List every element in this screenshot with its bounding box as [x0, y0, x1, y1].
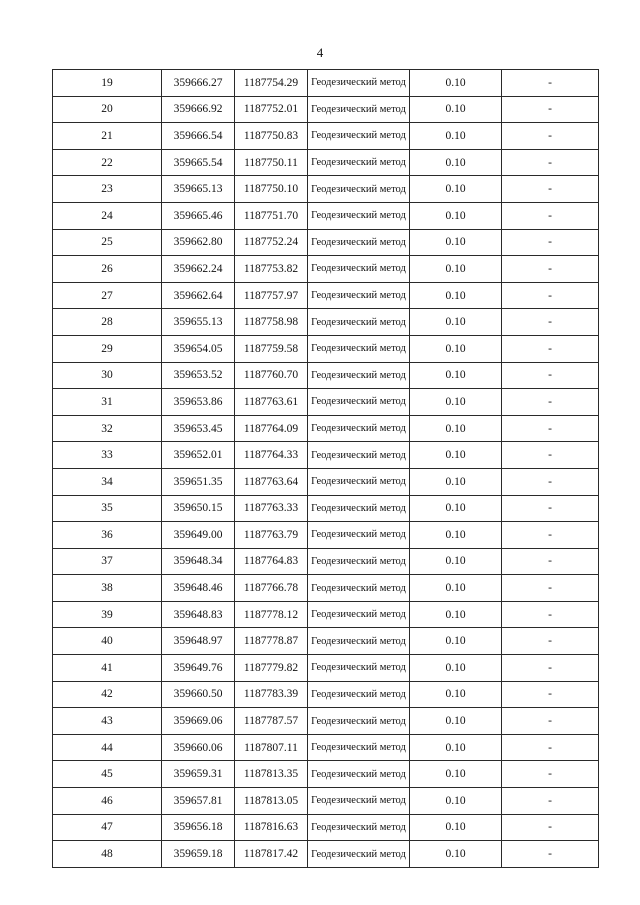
x-coordinate-cell: 359666.92	[162, 96, 235, 123]
point-number-cell: 47	[53, 814, 162, 841]
x-coordinate-cell: 359669.06	[162, 708, 235, 735]
point-number-cell: 45	[53, 761, 162, 788]
method-cell: Геодезический метод	[308, 335, 410, 362]
table-row	[53, 548, 599, 575]
accuracy-cell: 0.10	[410, 681, 502, 708]
note-cell: -	[502, 628, 599, 655]
table-row	[53, 309, 599, 336]
y-coordinate-cell: 1187753.82	[235, 256, 308, 283]
accuracy-cell: 0.10	[410, 282, 502, 309]
x-coordinate-cell: 359651.35	[162, 468, 235, 495]
point-number-cell: 22	[53, 149, 162, 176]
point-number-cell: 24	[53, 202, 162, 229]
accuracy-cell: 0.10	[410, 761, 502, 788]
note-cell: -	[502, 788, 599, 815]
method-cell: Геодезический метод	[308, 229, 410, 256]
x-coordinate-cell: 359653.45	[162, 415, 235, 442]
table-row	[53, 788, 599, 815]
x-coordinate-cell: 359650.15	[162, 495, 235, 522]
method-cell: Геодезический метод	[308, 309, 410, 336]
method-cell: Геодезический метод	[308, 681, 410, 708]
x-coordinate-cell: 359653.52	[162, 362, 235, 389]
point-number-cell: 44	[53, 734, 162, 761]
table-row	[53, 176, 599, 203]
table-row	[53, 708, 599, 735]
point-number-cell: 33	[53, 442, 162, 469]
x-coordinate-cell: 359648.34	[162, 548, 235, 575]
point-number-cell: 31	[53, 389, 162, 416]
method-cell: Геодезический метод	[308, 389, 410, 416]
x-coordinate-cell: 359648.97	[162, 628, 235, 655]
accuracy-cell: 0.10	[410, 442, 502, 469]
note-cell: -	[502, 362, 599, 389]
accuracy-cell: 0.10	[410, 389, 502, 416]
y-coordinate-cell: 1187757.97	[235, 282, 308, 309]
y-coordinate-cell: 1187778.12	[235, 601, 308, 628]
method-cell: Геодезический метод	[308, 788, 410, 815]
point-number-cell: 27	[53, 282, 162, 309]
accuracy-cell: 0.10	[410, 468, 502, 495]
point-number-cell: 25	[53, 229, 162, 256]
accuracy-cell: 0.10	[410, 548, 502, 575]
method-cell: Геодезический метод	[308, 575, 410, 602]
x-coordinate-cell: 359657.81	[162, 788, 235, 815]
method-cell: Геодезический метод	[308, 655, 410, 682]
table-row	[53, 575, 599, 602]
accuracy-cell: 0.10	[410, 814, 502, 841]
method-cell: Геодезический метод	[308, 468, 410, 495]
point-number-cell: 48	[53, 841, 162, 868]
note-cell: -	[502, 761, 599, 788]
note-cell: -	[502, 601, 599, 628]
method-cell: Геодезический метод	[308, 522, 410, 549]
table-row	[53, 256, 599, 283]
point-number-cell: 28	[53, 309, 162, 336]
note-cell: -	[502, 123, 599, 150]
point-number-cell: 30	[53, 362, 162, 389]
y-coordinate-cell: 1187763.64	[235, 468, 308, 495]
table-row	[53, 681, 599, 708]
y-coordinate-cell: 1187763.61	[235, 389, 308, 416]
note-cell: -	[502, 522, 599, 549]
point-number-cell: 29	[53, 335, 162, 362]
accuracy-cell: 0.10	[410, 96, 502, 123]
point-number-cell: 46	[53, 788, 162, 815]
accuracy-cell: 0.10	[410, 256, 502, 283]
method-cell: Геодезический метод	[308, 814, 410, 841]
x-coordinate-cell: 359665.46	[162, 202, 235, 229]
point-number-cell: 38	[53, 575, 162, 602]
x-coordinate-cell: 359656.18	[162, 814, 235, 841]
y-coordinate-cell: 1187807.11	[235, 734, 308, 761]
note-cell: -	[502, 734, 599, 761]
method-cell: Геодезический метод	[308, 734, 410, 761]
table-row	[53, 415, 599, 442]
y-coordinate-cell: 1187752.24	[235, 229, 308, 256]
y-coordinate-cell: 1187813.05	[235, 788, 308, 815]
accuracy-cell: 0.10	[410, 362, 502, 389]
accuracy-cell: 0.10	[410, 655, 502, 682]
table-row	[53, 841, 599, 868]
table-row	[53, 282, 599, 309]
y-coordinate-cell: 1187750.83	[235, 123, 308, 150]
table-row	[53, 202, 599, 229]
method-cell: Геодезический метод	[308, 123, 410, 150]
table-row	[53, 362, 599, 389]
y-coordinate-cell: 1187779.82	[235, 655, 308, 682]
method-cell: Геодезический метод	[308, 96, 410, 123]
table-row	[53, 229, 599, 256]
coordinates-table	[52, 69, 599, 868]
note-cell: -	[502, 176, 599, 203]
accuracy-cell: 0.10	[410, 495, 502, 522]
note-cell: -	[502, 708, 599, 735]
x-coordinate-cell: 359659.18	[162, 841, 235, 868]
y-coordinate-cell: 1187764.33	[235, 442, 308, 469]
note-cell: -	[502, 335, 599, 362]
page-number: 4	[316, 45, 324, 60]
note-cell: -	[502, 149, 599, 176]
note-cell: -	[502, 282, 599, 309]
accuracy-cell: 0.10	[410, 149, 502, 176]
y-coordinate-cell: 1187760.70	[235, 362, 308, 389]
table-row	[53, 761, 599, 788]
point-number-cell: 36	[53, 522, 162, 549]
accuracy-cell: 0.10	[410, 575, 502, 602]
method-cell: Геодезический метод	[308, 415, 410, 442]
method-cell: Геодезический метод	[308, 841, 410, 868]
x-coordinate-cell: 359649.76	[162, 655, 235, 682]
point-number-cell: 23	[53, 176, 162, 203]
point-number-cell: 40	[53, 628, 162, 655]
note-cell: -	[502, 309, 599, 336]
note-cell: -	[502, 96, 599, 123]
note-cell: -	[502, 415, 599, 442]
note-cell: -	[502, 468, 599, 495]
table-row	[53, 442, 599, 469]
y-coordinate-cell: 1187754.29	[235, 70, 308, 97]
accuracy-cell: 0.10	[410, 415, 502, 442]
x-coordinate-cell: 359649.00	[162, 522, 235, 549]
method-cell: Геодезический метод	[308, 708, 410, 735]
x-coordinate-cell: 359666.54	[162, 123, 235, 150]
accuracy-cell: 0.10	[410, 335, 502, 362]
y-coordinate-cell: 1187751.70	[235, 202, 308, 229]
y-coordinate-cell: 1187787.57	[235, 708, 308, 735]
y-coordinate-cell: 1187750.11	[235, 149, 308, 176]
note-cell: -	[502, 814, 599, 841]
accuracy-cell: 0.10	[410, 788, 502, 815]
method-cell: Геодезический метод	[308, 70, 410, 97]
accuracy-cell: 0.10	[410, 734, 502, 761]
accuracy-cell: 0.10	[410, 841, 502, 868]
accuracy-cell: 0.10	[410, 229, 502, 256]
table-row	[53, 335, 599, 362]
x-coordinate-cell: 359648.83	[162, 601, 235, 628]
method-cell: Геодезический метод	[308, 149, 410, 176]
table-row	[53, 123, 599, 150]
note-cell: -	[502, 229, 599, 256]
method-cell: Геодезический метод	[308, 495, 410, 522]
note-cell: -	[502, 442, 599, 469]
accuracy-cell: 0.10	[410, 522, 502, 549]
point-number-cell: 19	[53, 70, 162, 97]
note-cell: -	[502, 841, 599, 868]
y-coordinate-cell: 1187752.01	[235, 96, 308, 123]
method-cell: Геодезический метод	[308, 362, 410, 389]
x-coordinate-cell: 359665.13	[162, 176, 235, 203]
y-coordinate-cell: 1187783.39	[235, 681, 308, 708]
note-cell: -	[502, 681, 599, 708]
x-coordinate-cell: 359662.64	[162, 282, 235, 309]
method-cell: Геодезический метод	[308, 202, 410, 229]
table-row	[53, 814, 599, 841]
method-cell: Геодезический метод	[308, 761, 410, 788]
x-coordinate-cell: 359662.24	[162, 256, 235, 283]
y-coordinate-cell: 1187813.35	[235, 761, 308, 788]
table-row	[53, 601, 599, 628]
y-coordinate-cell: 1187763.79	[235, 522, 308, 549]
table-row	[53, 522, 599, 549]
note-cell: -	[502, 495, 599, 522]
x-coordinate-cell: 359655.13	[162, 309, 235, 336]
accuracy-cell: 0.10	[410, 70, 502, 97]
y-coordinate-cell: 1187763.33	[235, 495, 308, 522]
x-coordinate-cell: 359665.54	[162, 149, 235, 176]
note-cell: -	[502, 70, 599, 97]
method-cell: Геодезический метод	[308, 601, 410, 628]
note-cell: -	[502, 655, 599, 682]
x-coordinate-cell: 359666.27	[162, 70, 235, 97]
accuracy-cell: 0.10	[410, 628, 502, 655]
point-number-cell: 20	[53, 96, 162, 123]
accuracy-cell: 0.10	[410, 601, 502, 628]
method-cell: Геодезический метод	[308, 256, 410, 283]
note-cell: -	[502, 389, 599, 416]
note-cell: -	[502, 575, 599, 602]
y-coordinate-cell: 1187766.78	[235, 575, 308, 602]
table-row	[53, 149, 599, 176]
y-coordinate-cell: 1187764.83	[235, 548, 308, 575]
table-row	[53, 734, 599, 761]
coordinates-table-body	[53, 70, 599, 868]
accuracy-cell: 0.10	[410, 202, 502, 229]
accuracy-cell: 0.10	[410, 309, 502, 336]
y-coordinate-cell: 1187778.87	[235, 628, 308, 655]
table-row	[53, 389, 599, 416]
point-number-cell: 39	[53, 601, 162, 628]
method-cell: Геодезический метод	[308, 442, 410, 469]
y-coordinate-cell: 1187759.58	[235, 335, 308, 362]
method-cell: Геодезический метод	[308, 282, 410, 309]
y-coordinate-cell: 1187817.42	[235, 841, 308, 868]
note-cell: -	[502, 548, 599, 575]
y-coordinate-cell: 1187816.63	[235, 814, 308, 841]
point-number-cell: 26	[53, 256, 162, 283]
point-number-cell: 21	[53, 123, 162, 150]
x-coordinate-cell: 359660.06	[162, 734, 235, 761]
accuracy-cell: 0.10	[410, 708, 502, 735]
table-row	[53, 655, 599, 682]
point-number-cell: 37	[53, 548, 162, 575]
point-number-cell: 42	[53, 681, 162, 708]
x-coordinate-cell: 359648.46	[162, 575, 235, 602]
y-coordinate-cell: 1187764.09	[235, 415, 308, 442]
table-row	[53, 70, 599, 97]
table-row	[53, 495, 599, 522]
point-number-cell: 34	[53, 468, 162, 495]
table-row	[53, 96, 599, 123]
x-coordinate-cell: 359652.01	[162, 442, 235, 469]
note-cell: -	[502, 202, 599, 229]
point-number-cell: 35	[53, 495, 162, 522]
x-coordinate-cell: 359660.50	[162, 681, 235, 708]
accuracy-cell: 0.10	[410, 176, 502, 203]
y-coordinate-cell: 1187750.10	[235, 176, 308, 203]
x-coordinate-cell: 359659.31	[162, 761, 235, 788]
y-coordinate-cell: 1187758.98	[235, 309, 308, 336]
note-cell: -	[502, 256, 599, 283]
method-cell: Геодезический метод	[308, 628, 410, 655]
x-coordinate-cell: 359654.05	[162, 335, 235, 362]
x-coordinate-cell: 359662.80	[162, 229, 235, 256]
accuracy-cell: 0.10	[410, 123, 502, 150]
method-cell: Геодезический метод	[308, 548, 410, 575]
point-number-cell: 43	[53, 708, 162, 735]
x-coordinate-cell: 359653.86	[162, 389, 235, 416]
point-number-cell: 41	[53, 655, 162, 682]
table-row	[53, 628, 599, 655]
point-number-cell: 32	[53, 415, 162, 442]
method-cell: Геодезический метод	[308, 176, 410, 203]
table-row	[53, 468, 599, 495]
